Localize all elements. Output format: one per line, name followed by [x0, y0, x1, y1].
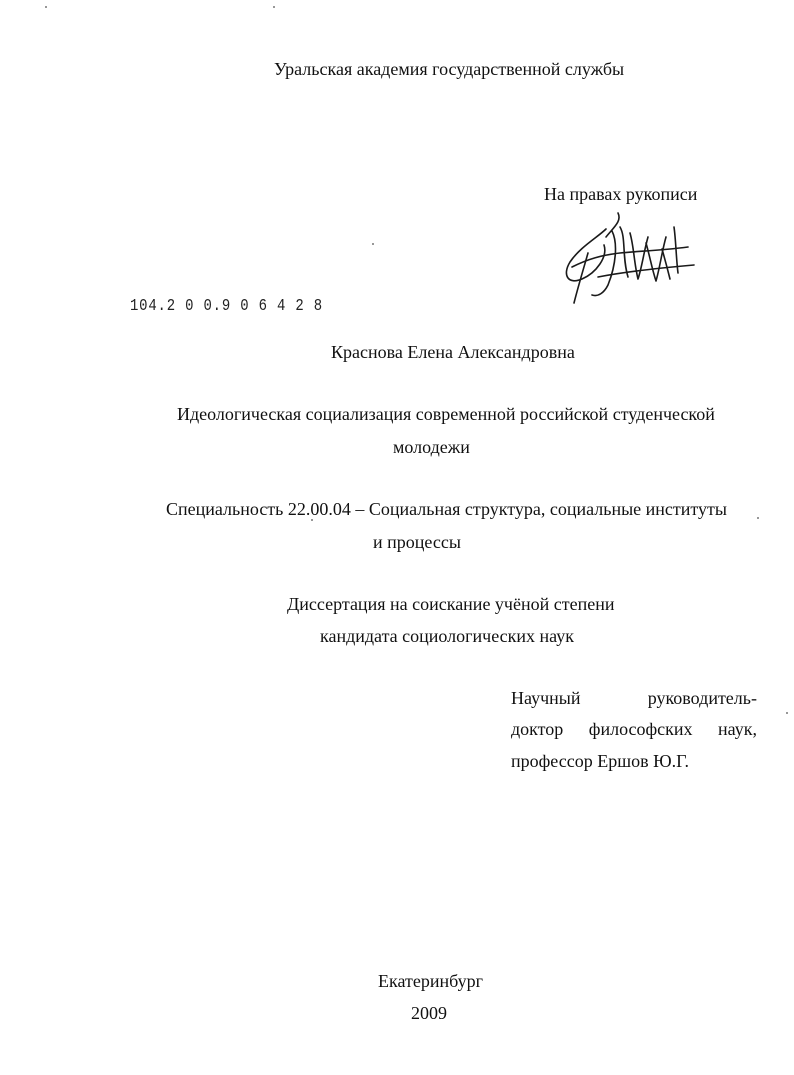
- scan-speck: [757, 517, 759, 519]
- specialty-line1: Специальность 22.00.04 – Социальная структура, социальные институты: [166, 499, 728, 519]
- dissertation-title-line1: Идеологическая социализация современной российской студенческой: [177, 404, 715, 424]
- degree-line1: Диссертация на соискание учёной степени: [287, 594, 615, 614]
- signature-icon: [558, 207, 698, 309]
- institution-name: Уральская академия государственной службы: [274, 59, 625, 79]
- scan-speck: [786, 712, 788, 714]
- scan-speck: [45, 6, 47, 8]
- supervisor-word: философских: [588, 719, 693, 739]
- manuscript-rights-label: На правах рукописи: [544, 184, 698, 204]
- scan-speck: [372, 243, 374, 245]
- supervisor-word: руководитель-: [647, 688, 757, 708]
- scan-speck: [311, 519, 313, 521]
- scan-speck: [273, 6, 275, 8]
- author-name: Краснова Елена Александровна: [331, 342, 575, 362]
- supervisor-word: наук,: [718, 719, 757, 739]
- supervisor-line1: [511, 687, 757, 709]
- city: Екатеринбург: [378, 971, 483, 991]
- supervisor-word: доктор: [511, 719, 564, 739]
- degree-line2: кандидата социологических наук: [320, 626, 574, 646]
- year: 2009: [411, 1003, 447, 1023]
- supervisor-word: Научный: [511, 688, 581, 708]
- specialty-line2: и процессы: [373, 532, 461, 552]
- supervisor-line2: [511, 718, 757, 740]
- registration-number: 104.2 0 0.9 0 6 4 2 8: [130, 297, 323, 316]
- dissertation-title-line2: молодежи: [393, 437, 470, 457]
- supervisor-line3: профессор Ершов Ю.Г.: [511, 751, 689, 771]
